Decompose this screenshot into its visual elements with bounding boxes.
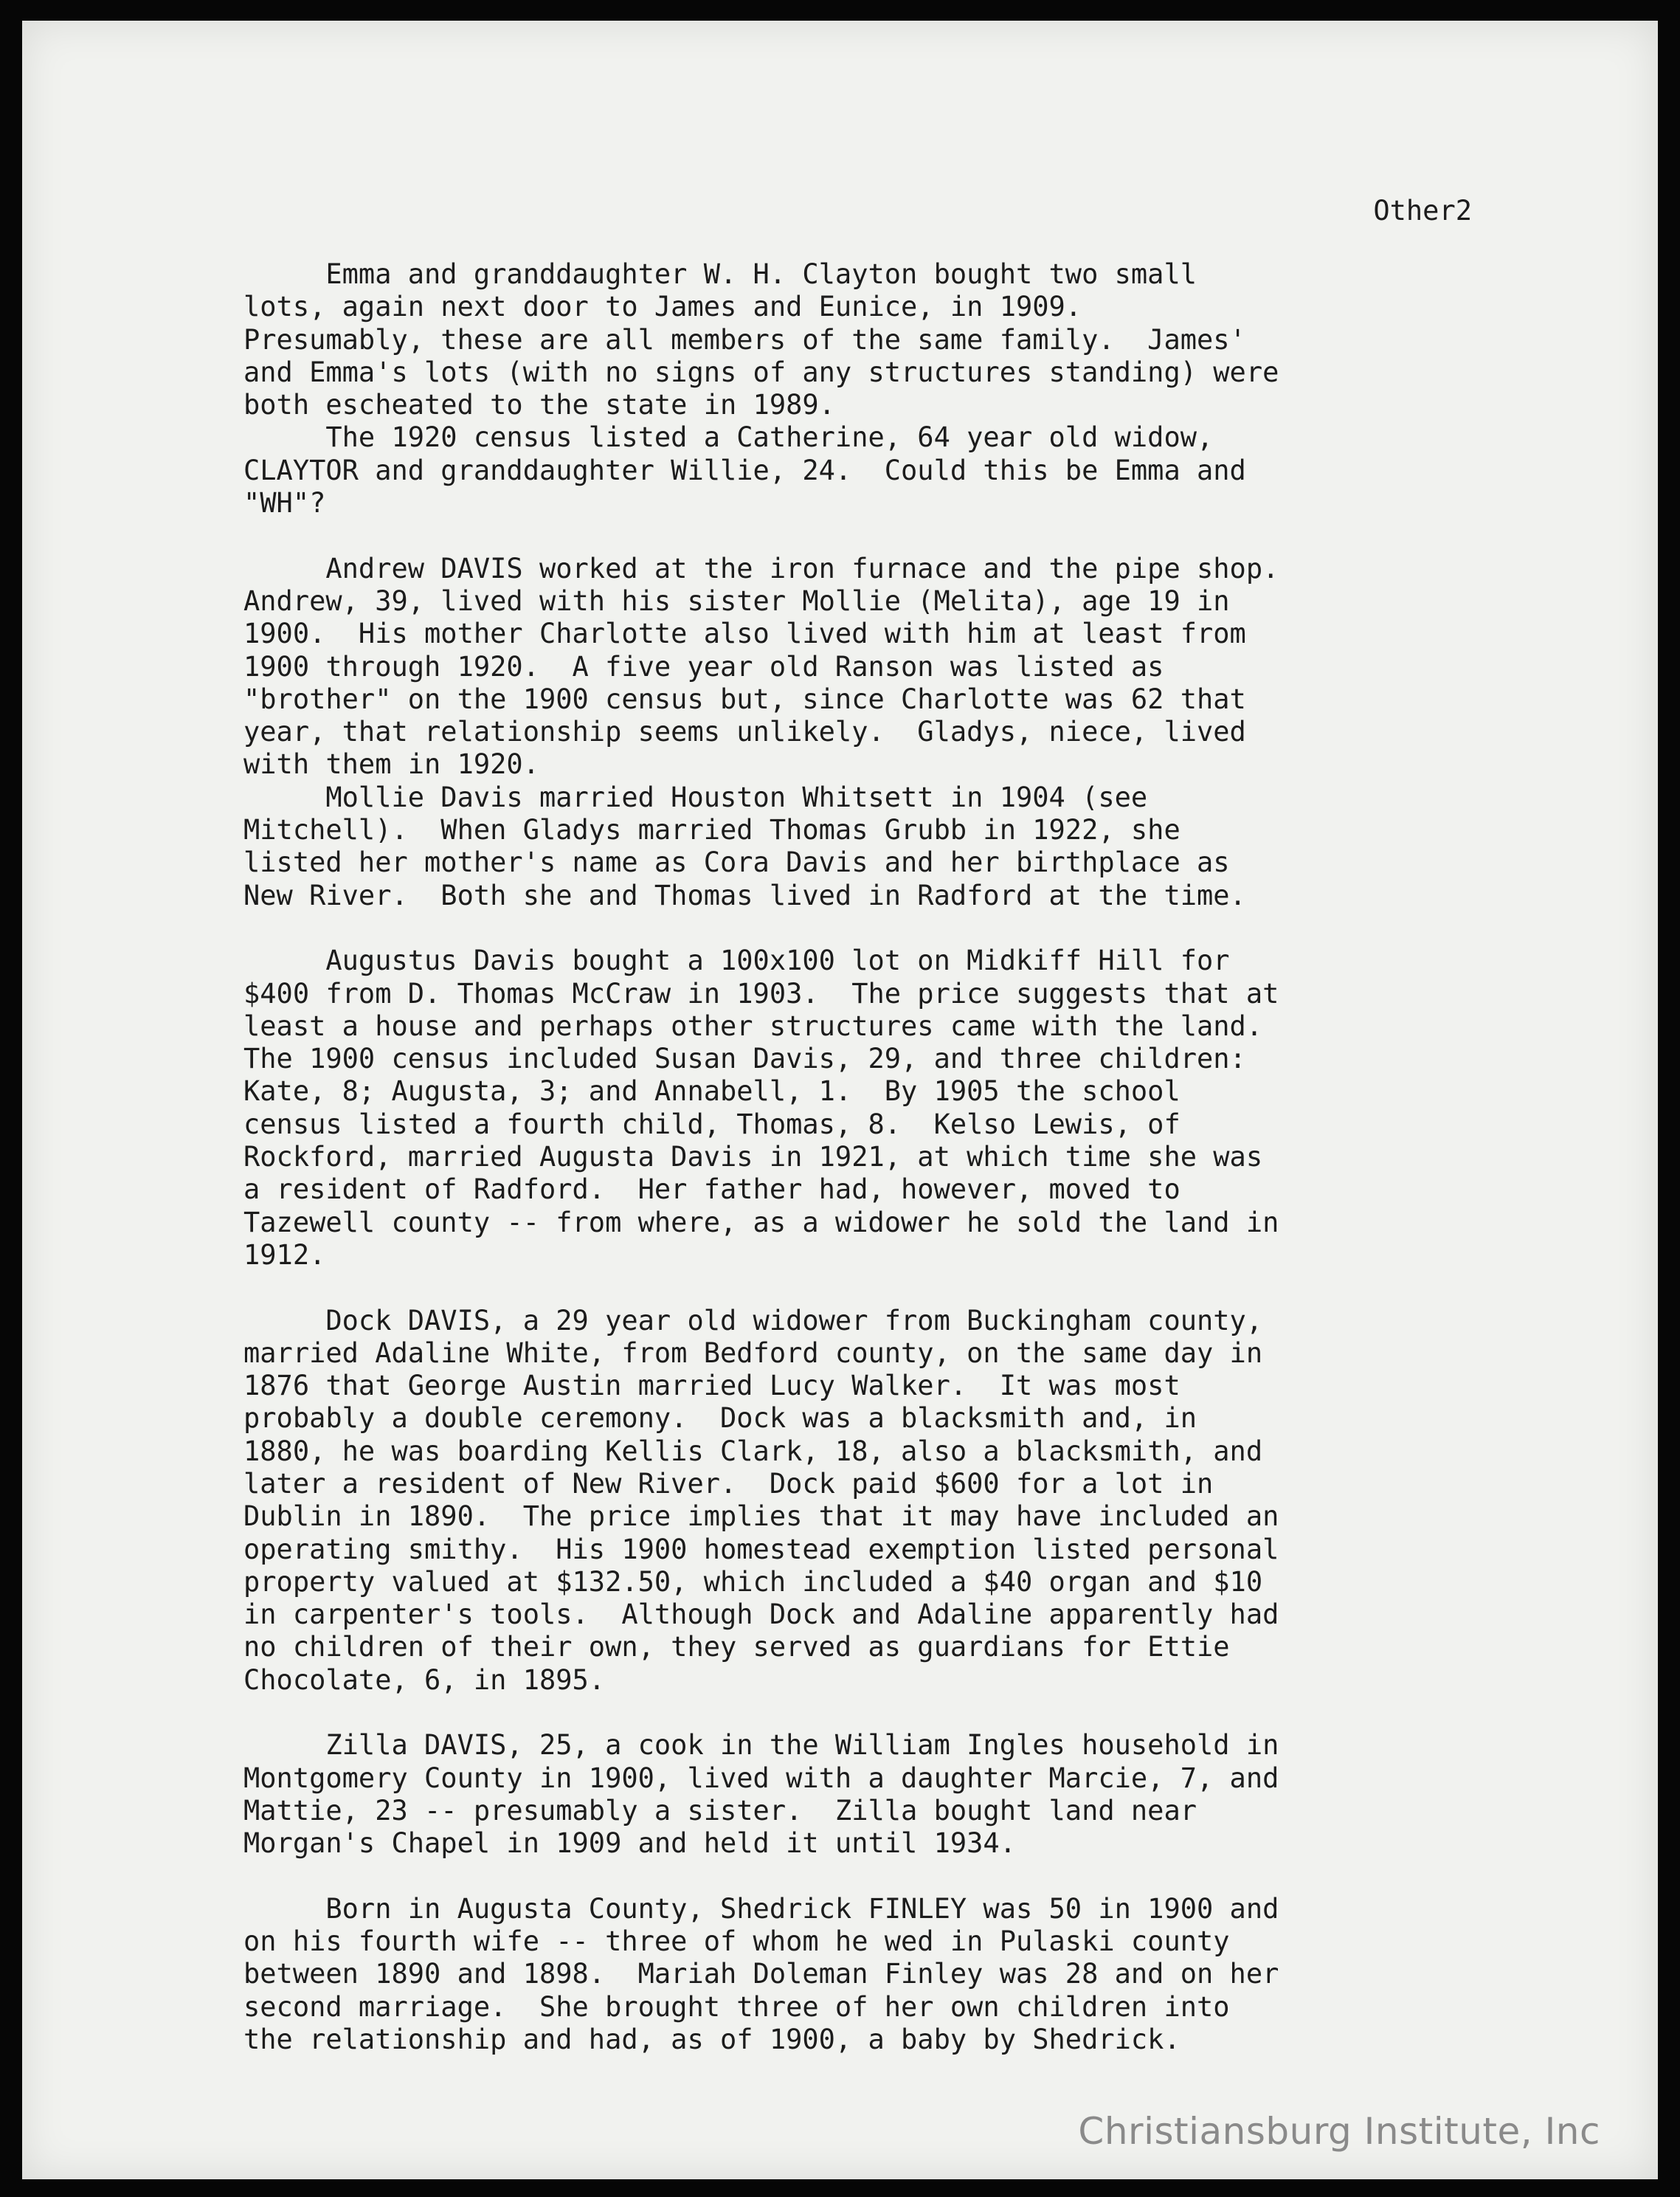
text-line: later a resident of New River. Dock paid $600 for a lot in: [243, 1467, 1214, 1500]
text-line: 1900. His mother Charlotte also lived with him at least from: [243, 618, 1246, 650]
paragraph: [243, 553, 1513, 782]
text-line: between 1890 and 1898. Mariah Doleman Finley was 28 and on her: [243, 1958, 1279, 1990]
paragraph: [243, 258, 1513, 421]
text-line: "brother" on the 1900 census but, since Charlotte was 62 that: [243, 683, 1246, 715]
text-line: "WH"?: [243, 487, 326, 520]
text-line: Born in Augusta County, Shedrick FINLEY was 50 in 1900 and: [243, 1892, 1279, 1925]
text-line: Andrew DAVIS worked at the iron furnace and the pipe shop.: [243, 552, 1279, 584]
paragraph: [243, 421, 1513, 520]
text-line: Zilla DAVIS, 25, a cook in the William Ingles household in: [243, 1729, 1279, 1762]
text-line: Augustus Davis bought a 100x100 lot on Midkiff Hill for: [243, 945, 1230, 977]
text-line: on his fourth wife -- three of whom he wed in Pulaski county: [243, 1925, 1230, 1958]
paragraph: [243, 1729, 1513, 1860]
text-line: Chocolate, 6, in 1895.: [243, 1663, 606, 1696]
text-line: $400 from D. Thomas McCraw in 1903. The price suggests that at: [243, 977, 1279, 1010]
document-page: [22, 21, 1658, 2179]
text-line: both escheated to the state in 1989.: [243, 389, 835, 421]
paragraph: [243, 1893, 1513, 2056]
paragraph: [243, 945, 1513, 1272]
text-line: Emma and granddaughter W. H. Clayton bought two small: [243, 258, 1197, 290]
text-line: year, that relationship seems unlikely. Gladys, niece, lived: [243, 716, 1246, 748]
text-line: New River. Both she and Thomas lived in Radford at the time.: [243, 879, 1246, 911]
text-line: the relationship and had, as of 1900, a baby by Shedrick.: [243, 2024, 1181, 2056]
text-line: no children of their own, they served as guardians for Ettie: [243, 1631, 1230, 1663]
text-line: and Emma's lots (with no signs of any structures standing) were: [243, 356, 1279, 388]
text-line: property valued at $132.50, which included a $40 organ and $10: [243, 1565, 1263, 1598]
text-line: with them in 1920.: [243, 748, 539, 781]
text-line: Morgan's Chapel in 1909 and held it until 1934.: [243, 1827, 1016, 1860]
text-line: Dock DAVIS, a 29 year old widower from Buckingham county,: [243, 1304, 1263, 1337]
text-line: Mollie Davis married Houston Whitsett in 1904 (see: [243, 781, 1148, 813]
text-line: Dublin in 1890. The price implies that it may have included an: [243, 1500, 1279, 1533]
text-line: CLAYTOR and granddaughter Willie, 24. Could this be Emma and: [243, 454, 1246, 486]
text-line: The 1920 census listed a Catherine, 64 year old widow,: [243, 421, 1214, 454]
text-line: least a house and perhaps other structures came with the land.: [243, 1010, 1263, 1042]
watermark: Christiansburg Institute, Inc: [1078, 2110, 1600, 2153]
text-line: in carpenter's tools. Although Dock and Adaline apparently had: [243, 1598, 1279, 1631]
text-line: married Adaline White, from Bedford county, on the same day in: [243, 1337, 1263, 1369]
body-text: [243, 258, 1513, 2056]
text-line: 1880, he was boarding Kellis Clark, 18, also a blacksmith, and: [243, 1435, 1263, 1467]
text-line: The 1900 census included Susan Davis, 29, and three children:: [243, 1043, 1246, 1075]
text-line: census listed a fourth child, Thomas, 8. Kelso Lewis, of: [243, 1108, 1181, 1140]
paragraph: [243, 1305, 1513, 1697]
page-label: Other2: [1373, 195, 1472, 227]
text-line: Andrew, 39, lived with his sister Mollie (Melita), age 19 in: [243, 584, 1230, 617]
text-line: Rockford, married Augusta Davis in 1921, at which time she was: [243, 1141, 1263, 1173]
text-line: a resident of Radford. Her father had, however, moved to: [243, 1173, 1181, 1206]
text-line: 1912.: [243, 1238, 326, 1271]
text-line: Mattie, 23 -- presumably a sister. Zilla bought land near: [243, 1794, 1197, 1827]
text-line: listed her mother's name as Cora Davis and her birthplace as: [243, 846, 1230, 879]
text-line: 1900 through 1920. A five year old Ranson was listed as: [243, 650, 1164, 683]
text-line: Kate, 8; Augusta, 3; and Annabell, 1. By 1905 the school: [243, 1075, 1181, 1108]
text-line: Presumably, these are all members of the same family. James': [243, 323, 1246, 356]
text-line: Tazewell county -- from where, as a widower he sold the land in: [243, 1206, 1279, 1238]
text-line: lots, again next door to James and Eunice, in 1909.: [243, 291, 1082, 323]
text-line: operating smithy. His 1900 homestead exemption listed personal: [243, 1533, 1279, 1565]
text-line: probably a double ceremony. Dock was a blacksmith and, in: [243, 1402, 1197, 1435]
text-line: Montgomery County in 1900, lived with a daughter Marcie, 7, and: [243, 1762, 1279, 1794]
text-line: 1876 that George Austin married Lucy Walker. It was most: [243, 1370, 1181, 1402]
text-line: Mitchell). When Gladys married Thomas Grubb in 1922, she: [243, 814, 1181, 846]
paragraph: [243, 782, 1513, 912]
text-line: second marriage. She brought three of her own children into: [243, 1990, 1230, 2023]
